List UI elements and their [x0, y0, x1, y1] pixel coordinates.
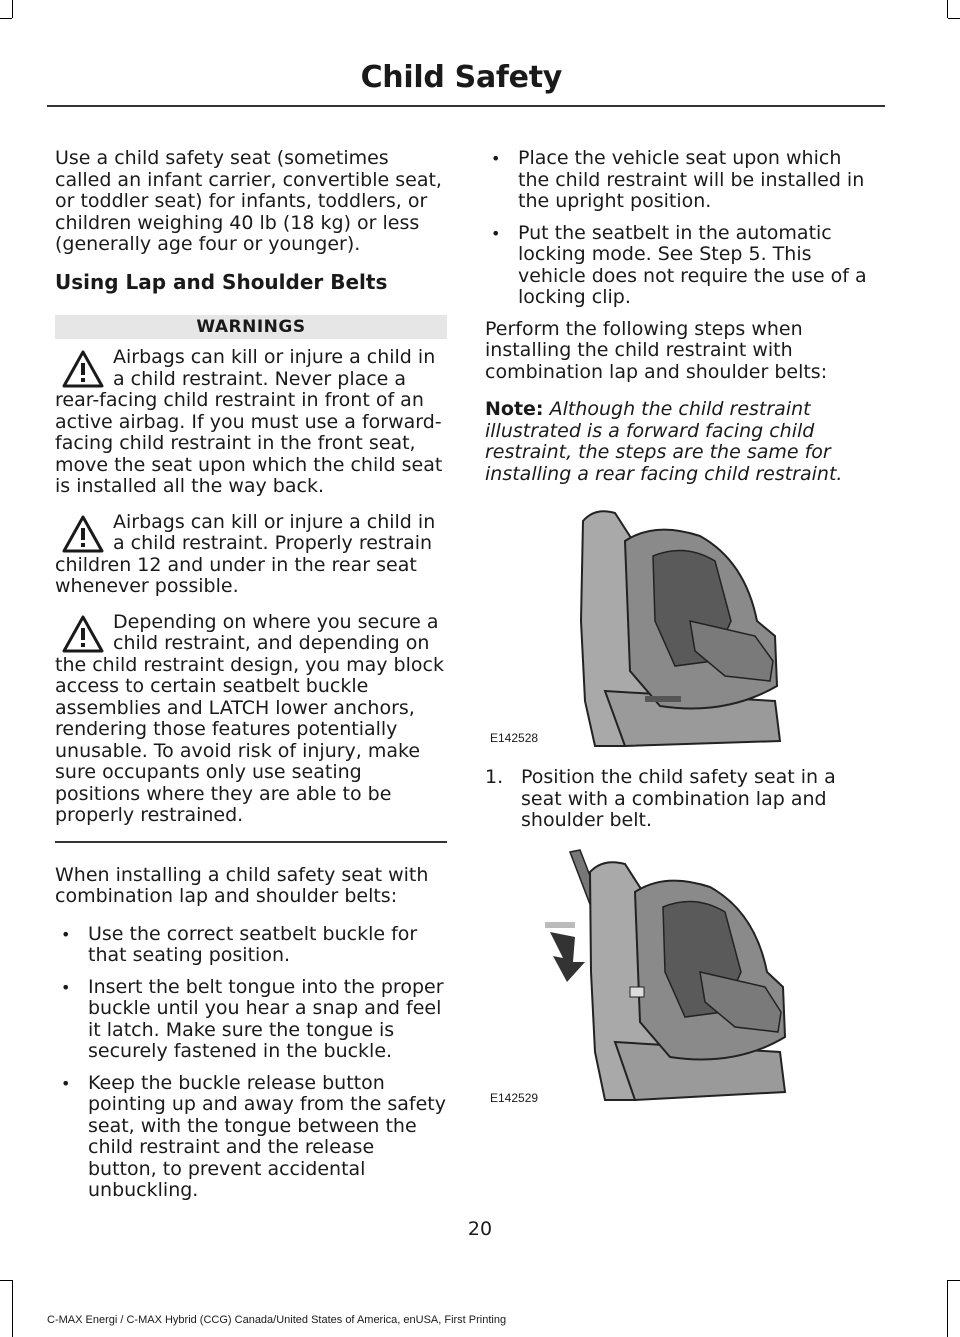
- step-number: 1.: [485, 766, 504, 788]
- crop-mark: [0, 1280, 12, 1281]
- intro-paragraph: Use a child safety seat (sometimes called an infant carrier, convertible seat, or toddler seat) for infants, toddlers, or children weighing 40 lb (18 kg) or less (generally age four or younger).: [55, 147, 442, 255]
- warning-triangle-icon: [61, 614, 105, 654]
- warnings-end-rule: [55, 841, 447, 843]
- crop-mark: [948, 18, 960, 19]
- figure-code: E142528: [490, 730, 539, 745]
- crop-mark: [947, 0, 948, 18]
- list-item: • Place the vehicle seat upon which the child restraint will be installed in the upright position.: [485, 148, 877, 213]
- page-title: Child Safety: [360, 60, 562, 95]
- list-item: • Put the seatbelt in the automatic locking mode. See Step 5. This vehicle does not require the use of a locking clip.: [485, 223, 877, 309]
- crop-mark: [948, 1280, 960, 1281]
- bullet-list: [55, 924, 447, 1202]
- child-seat-illustration: [485, 501, 877, 751]
- section-heading: Using Lap and Shoulder Belts: [55, 269, 388, 294]
- warning-text: Airbags can kill or injure a child in a child restraint. Never place a rear-facing child restraint in front of an active airbag. If you must use a forward-facing child restraint in the front seat, move the seat upon which the child seat is installed all the way back.: [55, 346, 443, 497]
- crop-mark: [12, 1280, 13, 1337]
- child-seat-belt-illustration: [485, 842, 877, 1112]
- step-list: [485, 767, 877, 832]
- crop-mark: [12, 0, 13, 18]
- page-number: 20: [467, 1218, 493, 1240]
- warning-triangle-icon: [61, 514, 105, 554]
- figure-code: E142529: [490, 1091, 539, 1105]
- note-text: Although the child restraint illustrated is a forward facing child restraint, the steps are the same for installing a rear facing child restraint.: [485, 398, 843, 485]
- child-seat-figure: [485, 501, 877, 751]
- header-divider: [47, 105, 885, 107]
- footer-text: C-MAX Energi / C-MAX Hybrid (CCG) Canada/United States of America, enUSA, First Printing: [47, 1314, 507, 1326]
- note-label: Note:: [485, 398, 544, 420]
- steps-intro: Perform the following steps when installing the child restraint with combination lap and shoulder belts:: [485, 317, 828, 383]
- note: [485, 399, 877, 485]
- warning-item: [55, 512, 447, 598]
- warning-item: [55, 612, 447, 827]
- bullet-list: [485, 148, 877, 309]
- warnings-header: WARNINGS: [55, 315, 447, 339]
- list-item: • Insert the belt tongue into the proper buckle until you hear a snap and feel it latch. Make sure the tongue is securely fastened in the buckle.: [55, 977, 447, 1063]
- warning-text: Airbags can kill or injure a child in a child restraint. Properly restrain children 12 and under in the rear seat whenever possible.: [55, 510, 436, 597]
- warning-text: Depending on where you secure a child restraint, and depending on the child restraint design, you may block access to certain seatbelt buckle assemblies and LATCH lower anchors, rendering those features potentially unusable. To avoid risk of injury, make sure occupants only use seating positions where they are able to be properly restrained.: [55, 610, 444, 826]
- crop-mark: [947, 1280, 948, 1337]
- left-column: [55, 148, 447, 1212]
- list-item: • Keep the buckle release button pointing up and away from the safety seat, with the tongue between the child restraint and the release button, to prevent accidental unbuckling.: [55, 1073, 447, 1202]
- step-item: [485, 767, 877, 832]
- step-text: Position the child safety seat in a seat with a combination lap and shoulder belt.: [521, 766, 836, 831]
- installing-intro: When installing a child safety seat with combination lap and shoulder belts:: [55, 863, 429, 907]
- list-item: • Use the correct seatbelt buckle for that seating position.: [55, 924, 447, 967]
- right-column: [485, 148, 877, 1128]
- warning-triangle-icon: [61, 349, 105, 389]
- warning-item: [55, 347, 447, 498]
- child-seat-belt-figure: [485, 842, 877, 1112]
- crop-mark: [0, 18, 12, 19]
